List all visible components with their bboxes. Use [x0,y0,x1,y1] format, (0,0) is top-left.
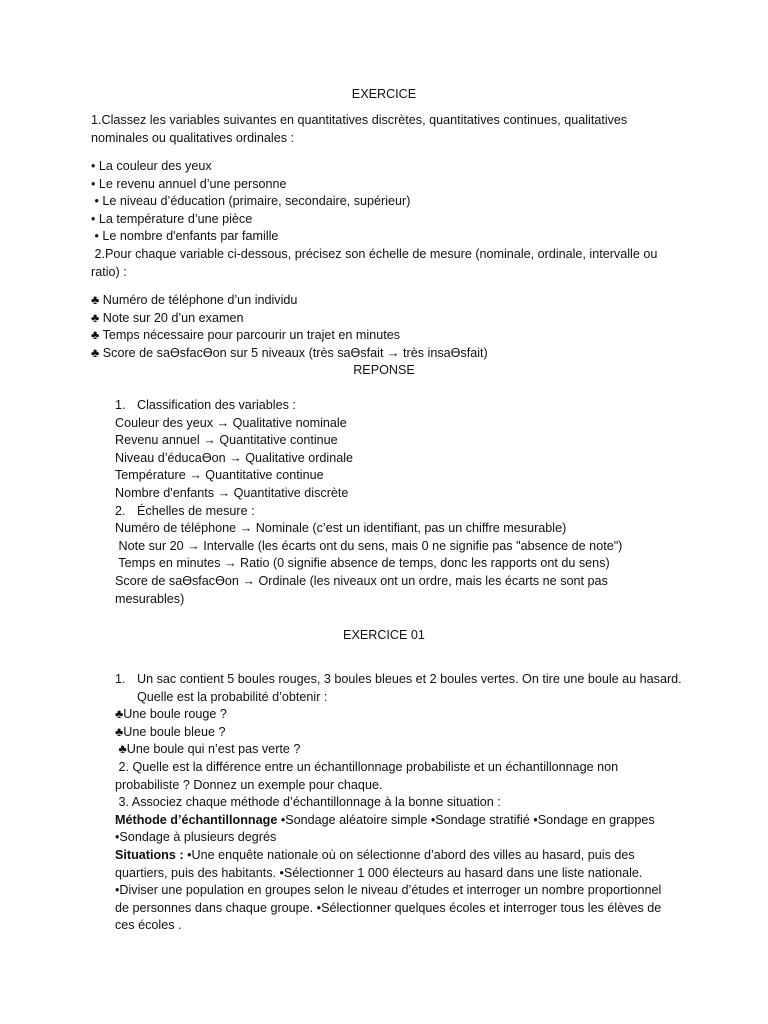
answer-item: Niveau d’éducaƟon → Qualitative ordinale [115,450,354,465]
list-item: ♣Une boule qui n’est pas verte ? [115,742,301,757]
list-number: 1. [115,398,126,412]
list-item: ♣Une boule rouge ? [115,707,227,722]
question-2-list [91,292,488,362]
situations-text: •Une enquête nationale où on sélectionne d’abord des villes au hasard, puis des quartiers, puis des habitants. •Sélectionner 1 000 électeurs au hasard dans une liste nationale. •Diviser une population en groupes selon le niveau d’études et interroger un nombre proportionnel de personnes dans chaque groupe. •Sélectionner quelques écoles et interroger tous les élèves de ces écoles . [115,847,662,933]
list-item: • La température d’une pièce [91,211,253,226]
answer-heading-label: Classification des variables : [137,398,296,412]
list-item: • Le nombre d'enfants par famille [91,229,279,244]
list-item: ♣ Numéro de téléphone d’un individu [91,293,298,307]
exercise-question-1 [115,671,682,706]
question-2: 2.Pour chaque variable ci-dessous, précisez son échelle de mesure (nominale, ordinale, intervalle ou ratio) : [91,247,661,279]
exercise-title: EXERCICE [351,87,417,101]
question-1-list [91,158,410,246]
answer-heading-label: Échelles de mesure : [137,503,255,518]
methode-paragraph [115,812,675,847]
answer-item: Température → Quantitative continue [115,468,324,483]
exercise-question-3: 3. Associez chaque méthode d’échantillonnage à la bonne situation : [115,795,501,810]
answer-heading-2 [115,503,675,521]
answer-item: Temps en minutes → Ratio (0 signifie absence de temps, donc les rapports ont du sens) [115,556,610,571]
methode-label: Méthode d’échantillonnage [115,812,278,827]
exercise-01-section [115,671,682,935]
answer-item: Nombre d'enfants → Quantitative discrète [115,485,349,500]
answer-item: Score de saƟsfacƟon → Ordinale (les niveaux ont un ordre, mais les écarts ne sont pas mesurables) [115,573,608,606]
exercise-01-title: EXERCICE 01 [343,628,425,642]
list-item: • Le niveau d’éducation (primaire, secondaire, supérieur) [91,194,411,209]
list-item: ♣ Note sur 20 d’un examen [91,310,244,325]
situations-label: Situations : [115,847,184,862]
exercise-question-2: 2. Quelle est la différence entre un échantillonnage probabiliste et un échantillonnage non probabiliste ? Donnez un exemple pour chaque. [115,759,622,792]
answer-item: Numéro de téléphone → Nominale (c’est un identifiant, pas un chiffre mesurable) [115,521,567,536]
methode-text: •Sondage aléatoire simple •Sondage stratifié •Sondage en grappes •Sondage à plusieurs degrés [115,812,655,845]
list-item: • Le revenu annuel d’une personne [91,176,287,191]
list-item: ♣Une boule bleue ? [115,724,226,739]
situations-paragraph [115,847,663,935]
question-1: 1.Classez les variables suivantes en quantitatives discrètes, quantitatives continues, qualitatives nominales ou qualitatives ordinales : [91,113,628,145]
reponse-title: REPONSE [353,363,415,377]
list-item: • La couleur des yeux [91,159,212,173]
exercise-question-1-text: Un sac contient 5 boules rouges, 3 boules bleues et 2 boules vertes. On tire une boule au hasard. Quelle est la probabilité d’obtenir : [137,672,682,704]
list-number: 1. [115,672,126,686]
list-number: 2. [115,503,126,518]
answer-item: Couleur des yeux → Qualitative nominale [115,415,347,430]
answer-heading-1 [115,397,675,415]
answer-item: Note sur 20 → Intervalle (les écarts ont du sens, mais 0 ne signifie pas "absence de note") [115,538,623,553]
list-item: ♣ Score de saƟsfacƟon sur 5 niveaux (très saƟsfait → très insaƟsfait) [91,345,488,360]
reponse-section [115,397,675,608]
list-item: ♣ Temps nécessaire pour parcourir un trajet en minutes [91,328,401,343]
answer-item: Revenu annuel → Quantitative continue [115,433,338,448]
